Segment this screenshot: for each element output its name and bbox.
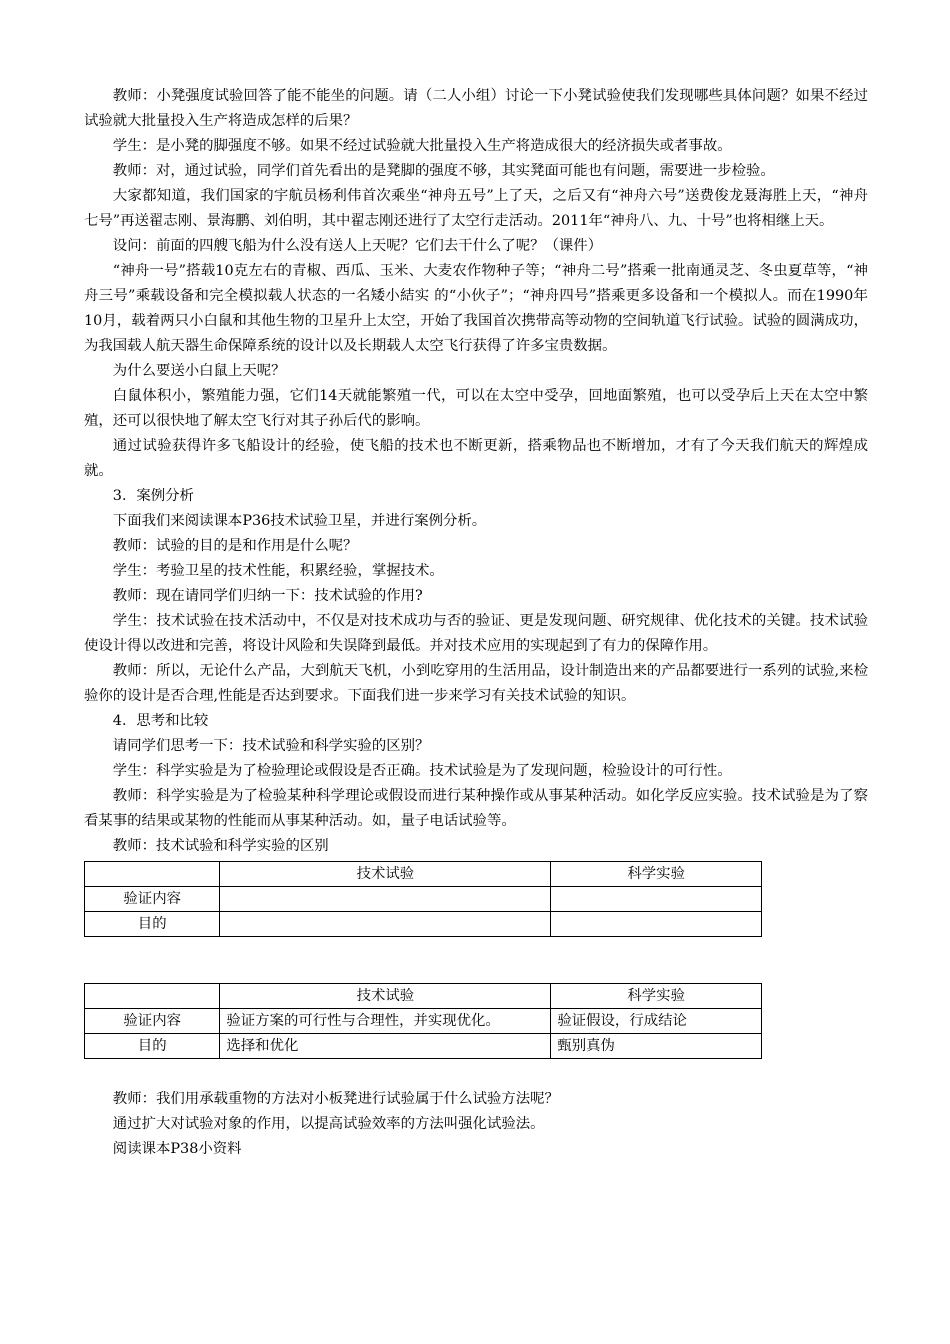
- paragraph: 学生：科学实验是为了检验理论或假设是否正确。技术试验是为了发现问题，检验设计的可行性。: [112, 763, 732, 779]
- paragraph: 教师：科学实验是为了检验某种科学理论或假设而进行某种操作或从事某种活动。如化学反应实验。技术试验是为了察看某事的结果或某物的性能而从事某种活动。如，量子电话试验等。: [84, 788, 868, 829]
- paragraph: 教师：对，通过试验，同学们首先看出的是凳脚的强度不够，其实凳面可能也有问题，需要进一步检验。: [112, 163, 775, 179]
- body-text-bottom: [84, 1087, 868, 1162]
- table-row: [85, 887, 762, 912]
- table-row: [85, 1034, 762, 1059]
- table-row-label: 目的: [85, 912, 220, 937]
- section-heading: 3．案例分析: [112, 488, 194, 504]
- table-cell: 选择和优化: [220, 1034, 551, 1059]
- paragraph: 下面我们来阅读课本P36技术试验卫星，并进行案例分析。: [112, 513, 487, 529]
- paragraph: 学生：考验卫星的技术性能，积累经验，掌握技术。: [112, 563, 444, 579]
- table-cell: 甄别真伪: [551, 1034, 762, 1059]
- table-header-cell: 科学实验: [551, 984, 762, 1009]
- paragraph: “神舟一号”搭载10克左右的青椒、西瓜、玉米、大麦农作物种子等；“神舟二号”搭乘一批南通灵芝、冬虫夏草等，“神舟三号”乘载设备和完全模拟载人状态的一名矮小結实 的“小伙子”；“神舟四号”搭乘更多设备和一个模拟人。而在1990年10月，载着两只小白鼠和其他生物的卫星升上太空，开始了我国首次携带高等动物的空间轨道飞行试验。试验的圆满成功，为我国载人航天器生命保障系统的设计以及长期载人太空飞行获得了许多宝贵数据。: [84, 263, 868, 354]
- table-cell: [220, 887, 551, 912]
- paragraph: 学生：是小凳的脚强度不够。如果不经过试验就大批量投入生产将造成很大的经济损失或者事故。: [112, 138, 732, 154]
- paragraph: 通过试验获得许多飞船设计的经验，使飞船的技术也不断更新，搭乘物品也不断增加，才有了今天我们航天的辉煌成就。: [84, 438, 868, 479]
- table-header-row: [85, 984, 762, 1009]
- paragraph: 白鼠体积小，繁殖能力强，它们14天就能繁殖一代，可以在太空中受孕，回地面繁殖，也可以受孕后上天在太空中繁殖，还可以很快地了解太空飞行对其子孙后代的影响。: [84, 388, 868, 429]
- table-cell: 验证假设，行成结论: [551, 1009, 762, 1034]
- table-row: [85, 1009, 762, 1034]
- paragraph: 阅读课本P38小资料: [112, 1141, 242, 1157]
- table-header-cell: 技术试验: [220, 984, 551, 1009]
- table-row-label: 目的: [85, 1034, 220, 1059]
- table-cell: 验证方案的可行性与合理性，并实现优化。: [220, 1009, 551, 1034]
- table-header-row: [85, 862, 762, 887]
- paragraph: 请同学们思考一下：技术试验和科学实验的区别？: [112, 738, 430, 754]
- section-heading: 4．思考和比较: [112, 713, 209, 729]
- table-cell: [551, 887, 762, 912]
- paragraph: 设问：前面的四艘飞船为什么没有送人上天呢？它们去干什么了呢？（课件）: [112, 238, 603, 254]
- table-header-cell: 科学实验: [551, 862, 762, 887]
- comparison-table-filled: [84, 983, 762, 1059]
- paragraph: 教师：所以，无论什么产品，大到航天飞机，小到吃穿用的生活用品，设计制造出来的产品都要进行一系列的试验,来检验你的设计是否合理,性能是否达到要求。下面我们进一步来学习有关技术试验的知识。: [84, 663, 868, 704]
- table-row-label: 验证内容: [85, 887, 220, 912]
- paragraph: 大家都知道，我们国家的宇航员杨利伟首次乘坐“神舟五号”上了天，之后又有“神舟六号”送费俊龙聂海胜上天，“神舟七号”再送翟志刚、景海鹏、刘伯明，其中翟志刚还进行了太空行走活动。2011年“神舟八、九、十号”也将相继上天。: [84, 188, 868, 229]
- table-row: [85, 912, 762, 937]
- table-cell: [220, 912, 551, 937]
- body-text-top: [84, 84, 868, 859]
- table-header-cell: 技术试验: [220, 862, 551, 887]
- paragraph: 教师：试验的目的是和作用是什么呢？: [112, 538, 358, 554]
- paragraph: 教师：我们用承载重物的方法对小板凳进行试验属于什么试验方法呢？: [112, 1091, 559, 1107]
- paragraph: 通过扩大对试验对象的作用，以提高试验效率的方法叫强化试验法。: [112, 1116, 545, 1132]
- paragraph: 教师：技术试验和科学实验的区别: [112, 838, 329, 854]
- table-cell: [551, 912, 762, 937]
- paragraph: 教师：现在请同学们归纳一下：技术试验的作用?: [112, 588, 423, 604]
- paragraph: 教师：小凳强度试验回答了能不能坐的问题。请（二人小组）讨论一下小凳试验使我们发现哪些具体问题？如果不经过试验就大批量投入生产将造成怎样的后果？: [84, 88, 868, 129]
- paragraph: 学生：技术试验在技术活动中，不仅是对技术成功与否的验证、更是发现问题、研究规律、优化技术的关键。技术试验使设计得以改进和完善，将设计风险和失误降到最低。并对技术应用的实现起到了有力的保障作用。: [84, 613, 868, 654]
- table-cell: [85, 862, 220, 887]
- document-page: [84, 84, 868, 1162]
- paragraph: 为什么要送小白鼠上天呢？: [112, 363, 286, 379]
- table-row-label: 验证内容: [85, 1009, 220, 1034]
- comparison-table-blank: [84, 861, 762, 937]
- table-cell: [85, 984, 220, 1009]
